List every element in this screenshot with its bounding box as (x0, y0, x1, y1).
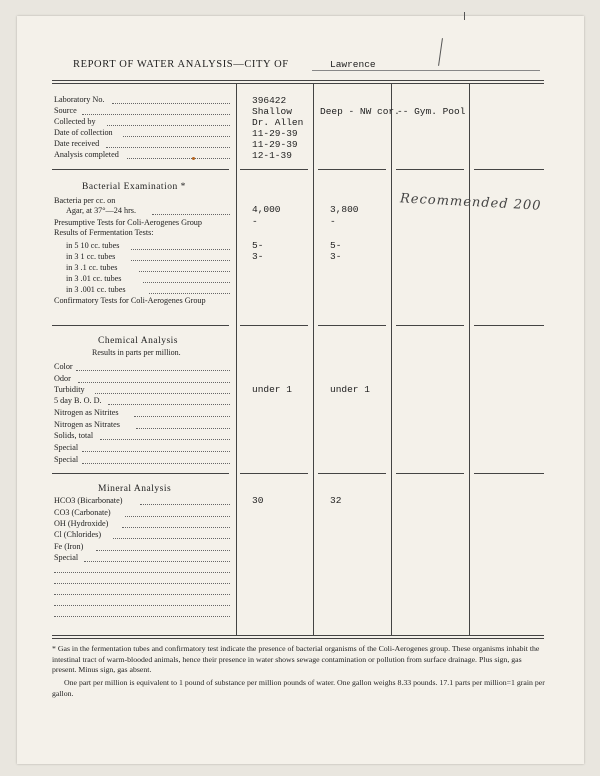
column-divider-3 (391, 83, 392, 635)
leader-dots (112, 103, 230, 104)
leader-dots (139, 271, 230, 272)
section-rule-label-3 (52, 473, 229, 474)
label-tubes-10cc: in 5 10 cc. tubes (66, 241, 120, 250)
leader-dots (107, 125, 230, 126)
label-collected-by: Collected by (54, 117, 96, 126)
label-fe: Fe (Iron) (54, 542, 84, 551)
value-source-col2: Deep - NW cor. (320, 106, 400, 117)
label-date-received: Date received (54, 139, 100, 148)
label-bod: 5 day B. O. D. (54, 396, 102, 405)
leader-dots (78, 382, 230, 383)
label-presumptive: Presumptive Tests for Coli-Aerogenes Group (54, 218, 202, 227)
mineral-heading: Mineral Analysis (98, 484, 172, 494)
leader-dots (76, 370, 230, 371)
footnote (52, 644, 546, 676)
section-rule-c4 (474, 169, 544, 170)
tubes10-col2: 5- (330, 240, 342, 251)
tubes1-col2: 3- (330, 251, 342, 262)
presumptive-col2: - (330, 216, 336, 227)
section-rule-c3-2 (396, 325, 464, 326)
label-special-2: Special (54, 455, 79, 464)
label-source: Source (54, 106, 77, 115)
section-rule-c2-2 (318, 325, 386, 326)
value-date-received: 11-29-39 (252, 139, 298, 150)
footnote-ppm: One part per million is equivalent to 1 pound of substance per million pounds of water. One gallon weighs 8.33 pounds. 17.1 parts per million=1 grain per gallon. (52, 678, 545, 698)
presumptive-col1: - (252, 216, 258, 227)
leader-dots (82, 114, 230, 115)
label-hco3: HCO3 (Bicarbonate) (54, 496, 123, 505)
section-rule-c2-3 (318, 473, 386, 474)
section-rule-c2 (318, 169, 386, 170)
label-nitrites: Nitrogen as Nitrites (54, 408, 119, 417)
label-tubes-0001cc: in 3 .001 cc. tubes (66, 285, 126, 294)
bacterial-heading: Bacterial Examination * (82, 182, 186, 192)
section-rule-label (52, 169, 229, 170)
leader-dots (131, 249, 230, 250)
city-underline (312, 70, 540, 71)
top-rule (52, 80, 544, 81)
leader-dots (95, 393, 230, 394)
value-analysis-completed: 12-1-39 (252, 150, 292, 161)
section-rule-label-2 (52, 325, 229, 326)
pen-mark (464, 12, 465, 20)
value-source-col3: -- Gym. Pool (397, 106, 466, 117)
city-name: Lawrence (330, 59, 376, 70)
tubes1-col1: 3- (252, 251, 264, 262)
label-confirmatory: Confirmatory Tests for Coli-Aerogenes Group (54, 296, 206, 305)
leader-dots (82, 451, 230, 452)
label-co3: CO3 (Carbonate) (54, 508, 111, 517)
turbidity-col1: under 1 (252, 384, 292, 395)
turbidity-col2: under 1 (330, 384, 370, 395)
leader-dots (122, 527, 230, 528)
label-tubes-1cc: in 3 1 cc. tubes (66, 252, 116, 261)
section-rule-c1-2 (240, 325, 308, 326)
label-oh: OH (Hydroxide) (54, 519, 109, 528)
column-divider-4 (469, 83, 470, 635)
label-odor: Odor (54, 374, 71, 383)
leader-dots (127, 158, 230, 159)
blank-line (54, 605, 230, 606)
leader-dots (140, 504, 230, 505)
section-rule-c1 (240, 169, 308, 170)
section-rule-c3-3 (396, 473, 464, 474)
column-divider-1 (236, 83, 237, 635)
leader-dots (143, 282, 230, 283)
blank-line (54, 583, 230, 584)
value-collected-by: Dr. Allen (252, 117, 304, 128)
label-lab-no: Laboratory No. (54, 95, 105, 104)
leader-dots (100, 439, 230, 440)
leader-dots (113, 538, 230, 539)
leader-dots (131, 260, 230, 261)
section-rule-c4-3 (474, 473, 544, 474)
leader-dots (96, 550, 230, 551)
label-tubes-001cc: in 3 .01 cc. tubes (66, 274, 122, 283)
label-bacteria-per-cc: Bacteria per cc. on (54, 196, 116, 205)
bottom-rule (52, 635, 544, 636)
leader-dots (106, 147, 230, 148)
leader-dots (134, 416, 230, 417)
hco3-col1: 30 (252, 495, 264, 506)
ink-spot (192, 157, 195, 160)
report-title: REPORT OF WATER ANALYSIS—CITY OF (73, 59, 289, 70)
tubes10-col1: 5- (252, 240, 264, 251)
section-rule-c4-2 (474, 325, 544, 326)
label-agar: Agar, at 37°—24 hrs. (66, 206, 137, 215)
leader-dots (152, 214, 230, 215)
leader-dots (82, 463, 230, 464)
leader-dots (84, 561, 230, 562)
chemical-subheading: Results in parts per million. (92, 348, 181, 357)
column-divider-2 (313, 83, 314, 635)
leader-dots (125, 516, 230, 517)
chemical-heading: Chemical Analysis (98, 336, 179, 346)
agar-col2: 3,800 (330, 204, 359, 215)
label-tubes-01cc: in 3 .1 cc. tubes (66, 263, 118, 272)
label-special: Special (54, 443, 79, 452)
blank-line (54, 572, 230, 573)
label-solids: Solids, total (54, 431, 94, 440)
footnote-2 (52, 678, 546, 699)
label-analysis-completed: Analysis completed (54, 150, 119, 159)
value-lab-no: 396422 (252, 95, 287, 106)
leader-dots (149, 293, 230, 294)
section-rule-c1-3 (240, 473, 308, 474)
leader-dots (108, 404, 230, 405)
value-source: Shallow (252, 106, 292, 117)
top-rule-2 (52, 83, 544, 84)
leader-dots (123, 136, 230, 137)
blank-line (54, 594, 230, 595)
label-mineral-special: Special (54, 553, 79, 562)
label-turbidity: Turbidity (54, 385, 85, 394)
label-color: Color (54, 362, 73, 371)
label-fermentation: Results of Fermentation Tests: (54, 228, 154, 237)
value-date-collection: 11-29-39 (252, 128, 298, 139)
label-date-collection: Date of collection (54, 128, 113, 137)
footnote-gas: * Gas in the fermentation tubes and confirmatory test indicate the presence of bacterial organisms of the Coli-Aerogenes group. These organisms inhabit the intestinal tract of warm-blooded animals, hence their presence in water shows sewage contamination or pollution from surface drainage. Plus sign, gas present. Minus sign, gas absent. (52, 644, 540, 674)
hco3-col2: 32 (330, 495, 342, 506)
agar-col1: 4,000 (252, 204, 281, 215)
blank-line (54, 616, 230, 617)
label-cl: Cl (Chlorides) (54, 530, 102, 539)
section-rule-c3 (396, 169, 464, 170)
leader-dots (136, 428, 230, 429)
label-nitrates: Nitrogen as Nitrates (54, 420, 120, 429)
handwritten-note: Recommended 200 (399, 191, 542, 214)
bottom-rule-2 (52, 638, 544, 639)
